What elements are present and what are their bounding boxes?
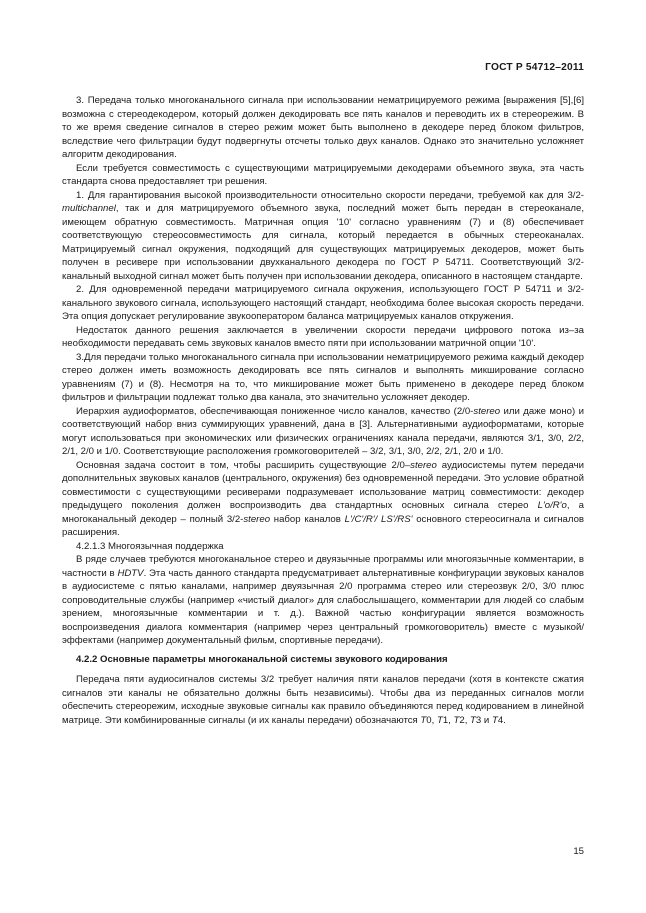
italic-term: stereo: [243, 513, 271, 525]
paragraph-text: 2. Для одновременной передачи матрицируемого сигнала окружения, использующего ГОСТ Р 54711 и 3/2-канального звукового сигнала, использующего настоящий стандарт, необходима более высокая скорость передачи. Эта опция допускает регулирование звукооператором баланса матрицируемых каналов откружения.: [62, 284, 584, 322]
paragraph-text: 3.Для передачи только многоканального сигнала при использовании нематрицируемого режима каждый декодер стерео должен иметь возможность декодировать все пять сигналов и выполнять микширование согласно уравнениям (7) и (8). Несмотря на то, что микширование может быть применено в декодере перед блоком фильтров и фильтрации подлежат только два канала, это значительно усложняет декодер.: [62, 351, 584, 403]
paragraph-text: Если требуется совместимость с существующими матрицируемыми декодерами объемного звука, эта часть стандарта снова предоставляет три решения.: [62, 162, 584, 187]
paragraph: [62, 162, 584, 189]
paragraph-text: 1,: [442, 714, 454, 726]
paragraph-text: 1. Для гарантирования высокой производительности относительно скорости передачи, требуемой как для 3/2-: [76, 189, 584, 201]
page-number: 15: [573, 846, 584, 857]
paragraph: [62, 459, 584, 540]
italic-term: T: [491, 714, 498, 726]
paragraph-text: основного стереосигнала и сигналов расширения.: [62, 513, 584, 538]
subsection-title-text: 4.2.1.3 Многоязычная поддержка: [76, 540, 224, 552]
paragraph-text: В ряде случаев требуются многоканальное стерео и двуязычные программы или многоязычные комментарии, в частности в: [62, 554, 584, 579]
paragraph: [62, 405, 584, 459]
italic-term: stereo: [410, 459, 437, 471]
paragraph-text: , так и для матрицируемого объемного звука, последний может быть передан в стереоканале, имеющем обратную совместимость. Матричная опция '10' согласно уравнениям (7) и (8) обеспечивает соответствующую стереосовместимость для сигнала, который передается в обычных стереоканалах. Матрицируемый сигнал окружения, подходящий для существующих матрицируемых декодеров, может быть получен в ресивере при использовании двухканального декодера по ГОСТ Р 54711. Соответствующий 3/2-канальный выходной сигнал может быть получен при использовании декодера, описанного в настоящем стандарте.: [62, 203, 584, 282]
document-standard-id: ГОСТ Р 54712–2011: [485, 62, 584, 73]
italic-term: T: [420, 714, 427, 726]
paragraph-text: набор каналов: [270, 513, 345, 525]
paragraph-text: , а многоканальный декодер – полный 3/2-: [62, 500, 584, 525]
italic-term: L'o/R'o: [537, 500, 567, 511]
paragraph-text: . Эта часть данного стандарта предусматривает альтернативные конфигурации звуковых каналов в аудиосистеме с пятью каналами, например двуязычная 2/0 программа стерео или стереозвук 2/0, 3/0 плюс сопроводительные службы (например «чистый диалог» для слабослышащего, комментарии для людей со слабым зрением, многоязычные комментарии и т. д.). Важной частью конфигурации является возможность воспроизведения диалога комментария (например через центральный громкоговоритель) вместе с музыкой/эффектами (например документальный фильм, спортивные передачи).: [62, 567, 584, 646]
paragraph-text: 2,: [459, 714, 471, 726]
paragraph-text: 3. Передача только многоканального сигнала при использовании нематрицируемого режима [выражения [5],[6] возможна с стереодекодером, который должен декодировать все пять каналов и переводить их в стереорежим. В то же время сведение сигналов в стерео режим может быть выполнено в декодере перед блоком фильтров, вследствие чего фильтрации будут подвергнуты отсчеты только двух каналов. Однако это значительно усложняет алгоритм декодирования.: [62, 95, 584, 160]
paragraph-text: аудиосистемы путем передачи дополнительных звуковых каналов (центрального, окружения) без одновременной передачи. Это условие обратной совместимости с существующими ресиверами подразумевает использование матриц совместимости: декодер предыдущего поколения должен воспроизводить два стандартных основных сигнала стерео: [62, 459, 584, 511]
paragraph-text: Передача пяти аудиосигналов системы 3/2 требует наличия пяти каналов передачи (хотя в контексте сжатия сигналов эти каналы не обязательно должны быть независимы). Чтобы два из переданных сигналов могли обеспечить стереорежим, исходные звуковые сигналы как правило объединяются перед кодированием в линейной матрице. Эти комбинированные сигналы (и их каналы передачи) обозначаются: [62, 674, 584, 726]
italic-term: T: [470, 714, 476, 726]
paragraph-text: Основная задача состоит в том, чтобы расширить существующие 2/0–: [76, 459, 411, 471]
paragraph: [62, 283, 584, 324]
paragraph-text: 3 и: [475, 714, 492, 726]
paragraph-text: 4.: [497, 714, 506, 726]
subsection-title: [62, 540, 584, 554]
italic-term: multichannel: [62, 203, 116, 214]
italic-term: HDTV: [117, 567, 144, 579]
italic-term: T: [453, 714, 460, 726]
section-heading: 4.2.2 Основные параметры многоканальной системы звукового кодирования: [76, 653, 448, 665]
paragraph: [62, 189, 584, 284]
italic-term: stereo: [473, 405, 501, 417]
paragraph: [62, 553, 584, 648]
paragraph: [62, 673, 584, 727]
paragraph: [62, 324, 584, 351]
paragraph: [62, 351, 584, 405]
document-body: [62, 94, 584, 727]
paragraph: [62, 94, 584, 162]
paragraph-text: Недостаток данного решения заключается в увеличении скорости передачи цифрового потока из–за необходимости передавать семь звуковых каналов вместо пяти при использовании матричной опции '10'.: [62, 324, 584, 349]
paragraph-text: 0,: [426, 714, 437, 726]
paragraph-text: или даже моно) и соответствующий набор вниз суммирующих уравнений, дана в [3]. Альтернативными аудиоформатами, которые могут использоваться при экономических или физических ограничениях канала передачи, являются 3/1, 3/0, 2/2, 2/1, 2/0 и 1/0. Соответствующие расположения громкоговорителей – 3/2, 3/1, 3/0, 2/2, 2/1, 2/0 и 1/0.: [62, 405, 584, 457]
paragraph-text: Иерархия аудиоформатов, обеспечивающая пониженное число каналов, качество (2/0-: [76, 405, 474, 417]
italic-term: T: [436, 714, 443, 726]
italic-term: L'/C'/R'/ LS'/RS': [344, 513, 413, 525]
